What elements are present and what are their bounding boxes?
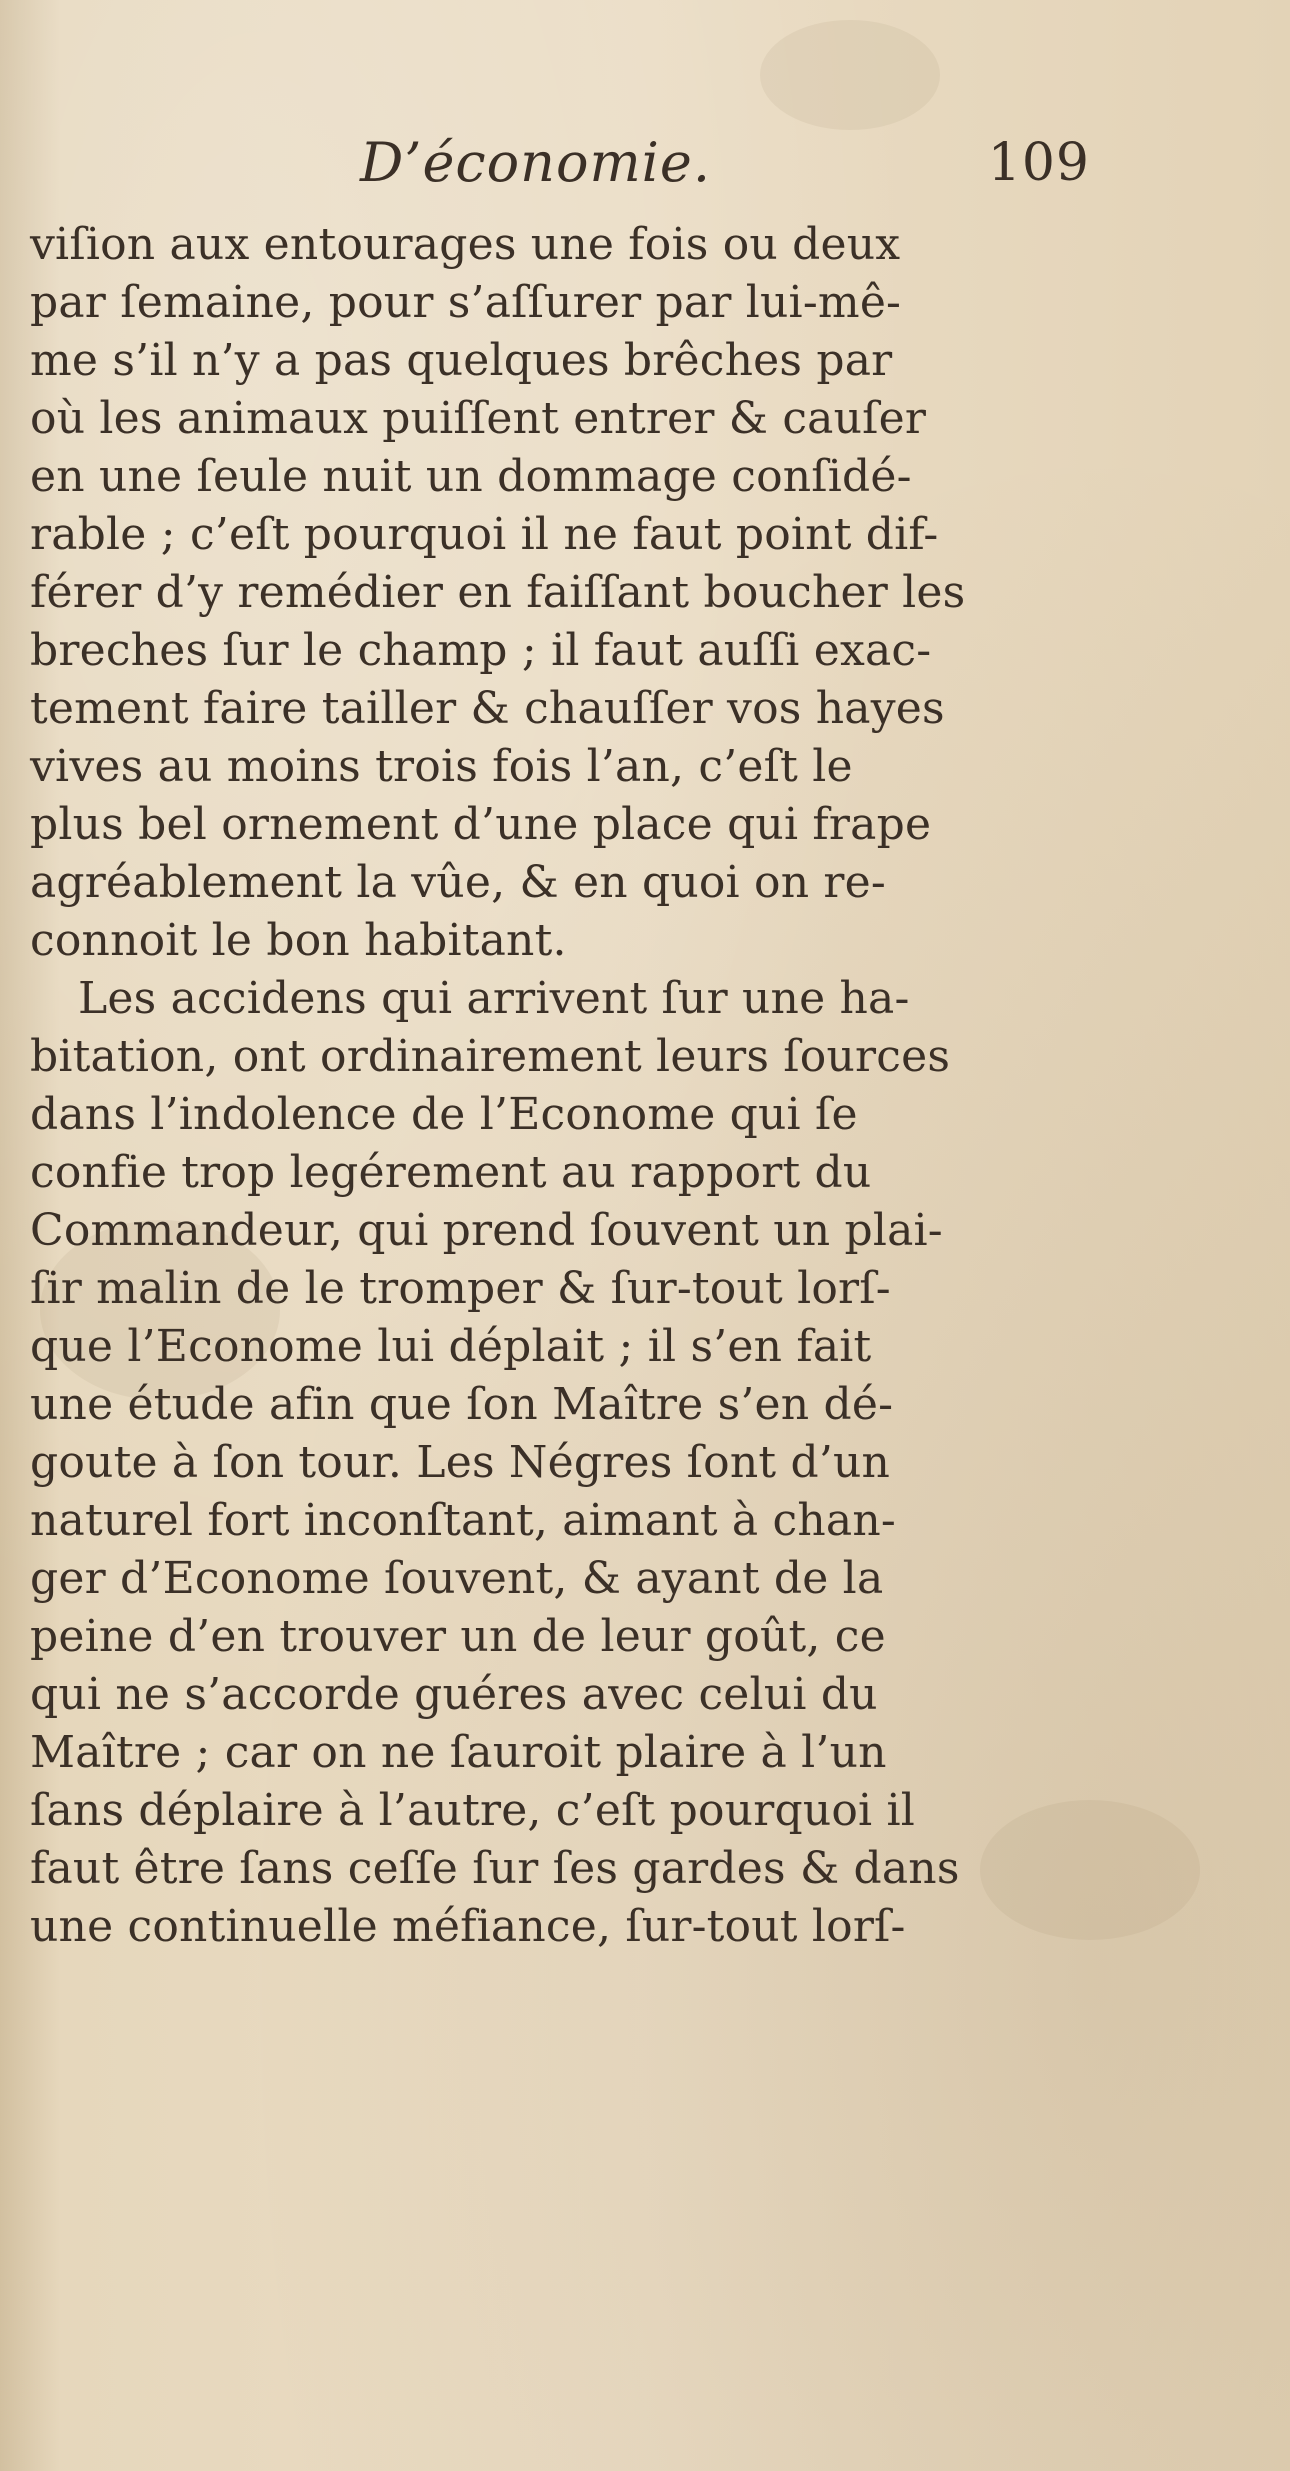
text-line: ſans déplaire à l’autre, c’eſt pourquoi il (30, 1785, 916, 1836)
text-line: une étude afin que ſon Maître s’en dé- (30, 1379, 894, 1430)
text-line: que l’Econome lui déplait ; il s’en fait (30, 1321, 872, 1372)
text-line: tement faire tailler & chauſſer vos hayes (30, 683, 945, 734)
text-line: faut être ſans ceſſe ſur ſes gardes & dans (30, 1843, 960, 1894)
text-line: connoit le bon habitant. (30, 915, 567, 966)
text-line: vives au moins trois fois l’an, c’eſt le (30, 741, 853, 792)
paper-stain (760, 20, 940, 130)
text-line: breches ſur le champ ; il faut auſſi exac- (30, 625, 932, 676)
text-line: confie trop legérement au rapport du (30, 1147, 872, 1198)
text-line: ſir malin de le tromper & ſur-tout lorſ- (30, 1263, 891, 1314)
text-line: viſion aux entourages une fois ou deux (30, 219, 901, 270)
text-line: plus bel ornement d’une place qui frape (30, 799, 932, 850)
text-line: en une ſeule nuit un dommage conſidé- (30, 451, 912, 502)
text-line: peine d’en trouver un de leur goût, ce (30, 1611, 886, 1662)
text-line: bitation, ont ordinairement leurs ſources (30, 1031, 951, 1082)
text-line: me s’il n’y a pas quelques brêches par (30, 335, 893, 386)
text-line: une continuelle méfiance, ſur-tout lorſ- (30, 1901, 906, 1952)
text-line: rable ; c’eſt pourquoi il ne faut point dif- (30, 509, 939, 560)
text-line: Commandeur, qui prend ſouvent un plai- (30, 1205, 943, 1256)
text-line: agréablement la vûe, & en quoi on re- (30, 857, 886, 908)
text-line: qui ne s’accorde guéres avec celui du (30, 1669, 878, 1720)
page-number: 109 (987, 133, 1090, 193)
text-line: ger d’Econome ſouvent, & ayant de la (30, 1553, 884, 1604)
text-line: Maître ; car on ne ſauroit plaire à l’un (30, 1727, 887, 1778)
running-header (30, 131, 1090, 215)
text-line: par ſemaine, pour s’aſſurer par lui-mê- (30, 277, 902, 328)
page-text (30, 131, 1090, 1957)
text-line: Les accidens qui arrivent ſur une ha- (78, 973, 910, 1024)
running-title: D’économie. (360, 131, 712, 194)
text-line: goute à ſon tour. Les Négres ſont d’un (30, 1437, 891, 1488)
text-line: dans l’indolence de l’Econome qui ſe (30, 1089, 858, 1140)
text-line: férer d’y remédier en faiſſant boucher les (30, 567, 966, 618)
text-line: naturel fort inconſtant, aimant à chan- (30, 1495, 896, 1546)
text-line: où les animaux puiſſent entrer & cauſer (30, 393, 927, 444)
